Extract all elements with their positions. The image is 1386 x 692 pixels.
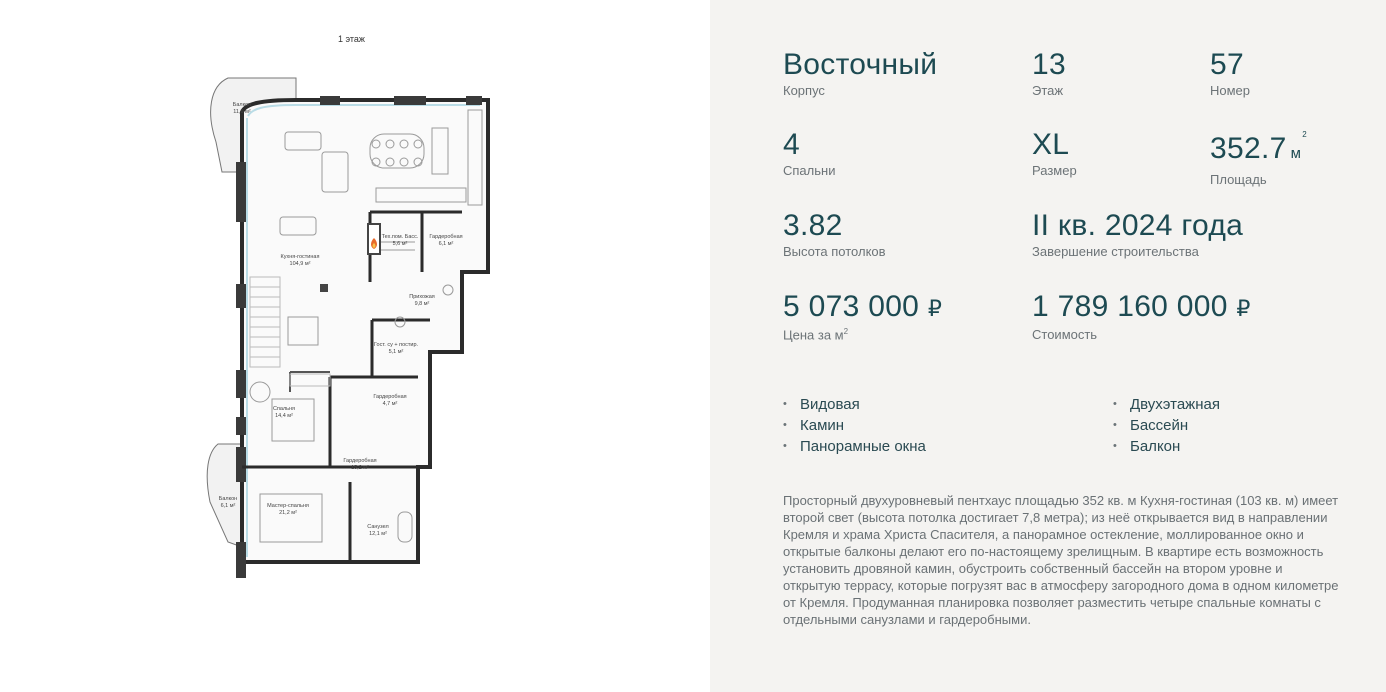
spec-bedrooms xyxy=(783,128,835,178)
room-name: Балкон xyxy=(218,496,238,502)
room-area: 21,2 м² xyxy=(279,510,297,516)
svg-text:21,2 м² xyxy=(279,510,297,516)
spec-korpus xyxy=(783,48,937,98)
spec-number-value: 57 xyxy=(1210,48,1244,81)
svg-text:12,1 м² xyxy=(369,531,387,537)
spec-ceiling-value: 3.82 xyxy=(783,209,843,242)
spec-ceiling xyxy=(783,209,886,259)
svg-text:Гост. су + постир. xyxy=(374,342,419,348)
spec-completion xyxy=(1032,209,1243,259)
svg-text:15,2 м² xyxy=(351,465,369,471)
spec-price-m2 xyxy=(783,290,942,342)
svg-text:5,1 м² xyxy=(389,349,404,355)
spec-ceiling-label: Высота потолков xyxy=(783,244,886,259)
floor-plan xyxy=(200,72,510,592)
spec-number xyxy=(1210,48,1250,98)
feature-item: • Видовая xyxy=(783,394,926,415)
room-name: Тех.пом. Басс. xyxy=(381,234,419,240)
spec-area xyxy=(1210,128,1307,187)
room-name: Кухня-гостиная xyxy=(280,254,320,260)
svg-text:Гардеробная xyxy=(429,234,462,240)
room-area: 5,6 м² xyxy=(392,241,408,247)
spec-bedrooms-value: 4 xyxy=(783,128,800,161)
spec-price-m2-label-sup: 2 xyxy=(843,327,849,336)
room-name: Мастер-спальня xyxy=(267,503,309,509)
spec-korpus-value: Восточный xyxy=(783,48,938,81)
room-area: 4,7 м² xyxy=(382,401,398,407)
ruble-icon: ₽ xyxy=(927,296,943,321)
room-area: 104,9 м² xyxy=(289,261,311,267)
svg-text:4,7 м² xyxy=(383,401,398,407)
feature-item: • Двухэтажная xyxy=(1113,394,1220,415)
spec-size-label: Размер xyxy=(1032,163,1077,178)
spec-area-label: Площадь xyxy=(1210,172,1267,187)
spec-bedrooms-label: Спальни xyxy=(783,163,836,178)
spec-floor-value: 13 xyxy=(1032,48,1066,81)
svg-text:5,6 м² xyxy=(393,241,408,247)
spec-korpus-label: Корпус xyxy=(783,83,825,98)
svg-text:Балкон xyxy=(233,102,251,108)
spec-completion-value: II кв. 2024 года xyxy=(1032,209,1244,242)
spec-cost-value: 1 789 160 000 xyxy=(1032,290,1228,323)
svg-text:104,9 м² xyxy=(290,261,311,267)
room-name: Прихожая xyxy=(409,294,435,300)
spec-area-unit-sup: 2 xyxy=(1302,130,1307,139)
svg-text:Санузел xyxy=(367,524,388,530)
svg-text:6,1 м² xyxy=(221,503,236,509)
svg-text:Прихожая xyxy=(409,294,435,300)
room-area: 11,9 м² xyxy=(233,109,251,115)
spec-floor-label: Этаж xyxy=(1032,83,1064,98)
spec-size-value: XL xyxy=(1032,128,1070,161)
svg-text:Спальня xyxy=(273,406,295,412)
room-name: Санузел xyxy=(367,524,389,530)
room-name: Спальня xyxy=(272,406,296,412)
spec-price-m2-value: 5 073 000 xyxy=(783,290,920,323)
spec-area-unit: м xyxy=(1290,145,1302,162)
spec-number-label: Номер xyxy=(1210,83,1251,98)
feature-item: • Балкон xyxy=(1113,436,1220,457)
room-area: 5,1 м² xyxy=(388,349,404,355)
svg-text:Тех.пом. Басс. xyxy=(382,234,419,240)
room-name: Гардеробная xyxy=(343,458,377,464)
room-name: Гост. су + постир. xyxy=(373,342,419,348)
svg-text:Балкон xyxy=(219,496,237,502)
spec-price-m2-value-row xyxy=(783,290,942,326)
svg-text:Гардеробная xyxy=(343,458,376,464)
spec-cost-label: Стоимость xyxy=(1032,327,1098,342)
feature-item: • Камин xyxy=(783,415,926,436)
spec-price-m2-label-row xyxy=(783,327,942,342)
svg-text:Кухня-гостиная xyxy=(281,254,320,260)
spec-completion-label: Завершение строительства xyxy=(1032,244,1199,259)
ruble-icon: ₽ xyxy=(1236,296,1251,321)
svg-text:9,8 м² xyxy=(415,301,430,307)
room-area: 15,2 м² xyxy=(351,465,369,471)
svg-text:Гардеробная xyxy=(373,394,406,400)
feature-item: • Панорамные окна xyxy=(783,436,926,457)
feature-item: • Бассейн xyxy=(1113,415,1220,436)
spec-area-value-row xyxy=(1210,128,1307,171)
spec-floor xyxy=(1032,48,1066,98)
svg-text:11,9 м² xyxy=(233,109,251,115)
features-list-left xyxy=(783,394,926,457)
spec-cost-value-row xyxy=(1032,290,1251,326)
room-area: 6,1 м² xyxy=(220,503,236,509)
spec-cost xyxy=(1032,290,1251,342)
room-name: Балкон xyxy=(232,102,252,108)
spec-price-m2-label: Цена за м xyxy=(783,327,844,343)
room-name: Гардеробная xyxy=(373,394,407,400)
room-name: Гардеробная xyxy=(429,234,463,240)
room-area: 6,1 м² xyxy=(438,241,454,247)
description-text: Просторный двухуровневый пентхаус площадью 352 кв. м Кухня-гостиная (103 кв. м) имеет второй свет (высота потолка достигает 7,8 метра); из неё открывается вид в направлении Кремля и храма Христа Спасителя, а панорамное остекление, моллированное окно и открытые балконы делают его по-настоящему зрелищным. В квартире есть возможность установить дровяной камин, обустроить собственный бассейн на втором уровне и открытую террасу, которые погрузят вас в атмосферу загородного дома в одном километре от Кремля. Продуманная планировка позволяет разместить четыре спальные комнаты с отдельными санузлами и гардеробными. xyxy=(783,493,1339,627)
floor-label: 1 этаж xyxy=(338,34,365,44)
svg-text:6,1 м² xyxy=(439,241,454,247)
features-list-right xyxy=(1113,394,1220,457)
spec-size xyxy=(1032,128,1077,178)
svg-text:Мастер-спальня xyxy=(267,503,309,509)
room-area: 9,8 м² xyxy=(414,301,430,307)
room-area: 14,4 м² xyxy=(275,413,293,419)
room-area: 12,1 м² xyxy=(369,531,387,537)
svg-text:14,4 м² xyxy=(275,413,293,419)
spec-area-value: 352.7 xyxy=(1210,132,1287,165)
